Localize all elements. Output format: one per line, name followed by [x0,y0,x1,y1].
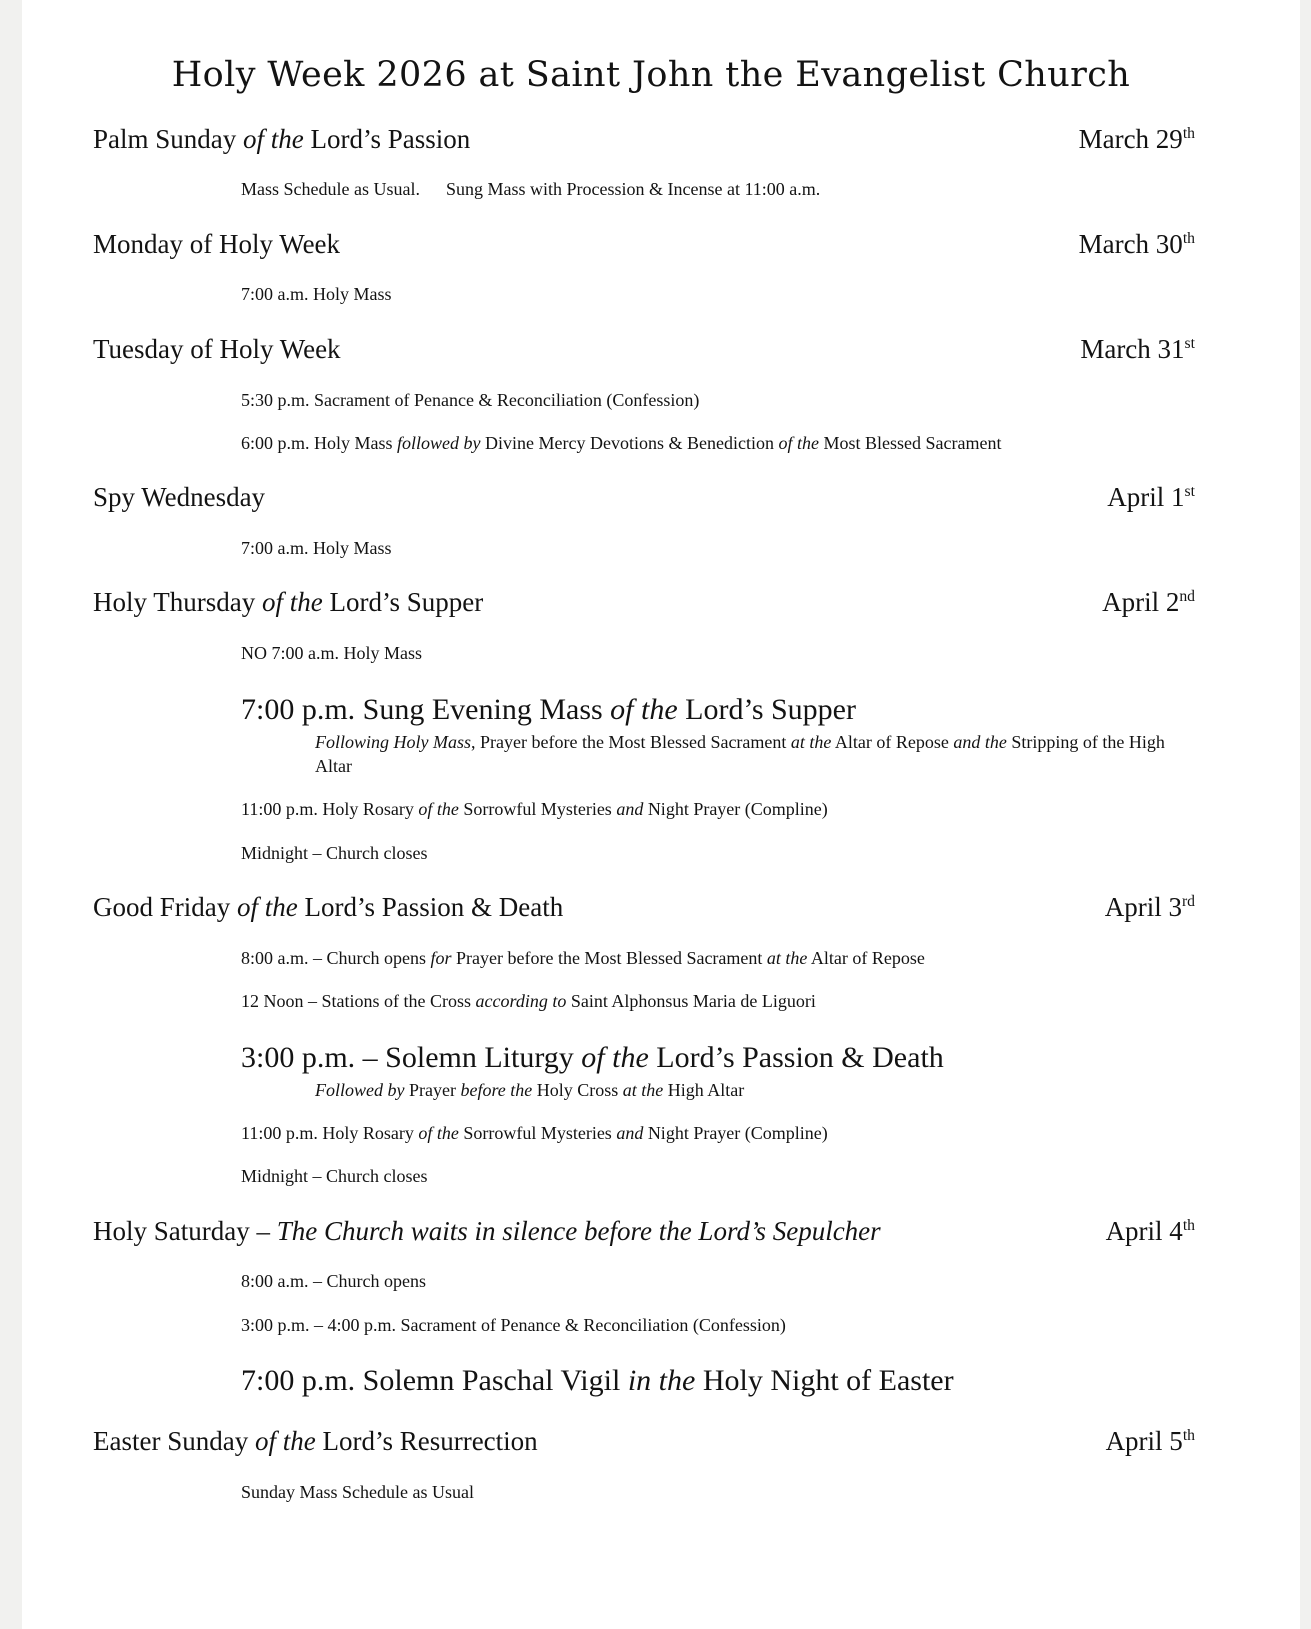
day-heading-row [93,481,1195,515]
service-detail [93,990,1195,1013]
emphasis-text: of the [418,799,459,820]
day-date-text: April 1 [1107,482,1185,513]
day-name [93,228,340,262]
text-run: Midnight – Church closes [241,1166,428,1187]
emphasis-text: before the [460,1079,533,1100]
text-run: Night Prayer (Compline) [643,1122,828,1143]
text-run: Night Prayer (Compline) [643,799,828,820]
text-run: Altar of Repose [831,731,954,752]
text-run: Saint Alphonsus Maria de Liguori [566,991,816,1012]
emphasis-text: Following Holy Mass [315,731,471,752]
day-name-text: Lord’s Passion [303,123,471,154]
text-run: Holy Night of Easter [695,1364,954,1398]
day-name [93,481,265,515]
page-gutter-right [1300,0,1311,1629]
service-detail [93,1165,1195,1188]
service-detail [93,283,1195,306]
service-detail [93,798,1195,821]
day-name-text: Holy Saturday – [93,1215,277,1246]
emphasis-text: of the [778,432,819,453]
service-detail [93,1122,1195,1145]
day-name-text: Lord’s Passion & Death [297,891,564,922]
day-name [93,123,470,157]
day-date-text: April 5 [1105,1426,1183,1457]
day-name-emphasis: of the [237,891,298,922]
day-date-text: April 3 [1104,891,1182,922]
text-run: Sunday Mass Schedule as Usual [241,1481,474,1502]
day-name-text: Monday of Holy Week [93,228,341,259]
day-block [93,891,1195,1189]
day-date [1102,586,1195,620]
text-run: 11:00 p.m. Holy Rosary [241,1122,419,1143]
service-detail [93,537,1195,560]
day-date [1106,1215,1195,1249]
text-run: 7:00 a.m. Holy Mass [241,284,392,305]
text-run: Prayer before the Most Blessed Sacrament [451,947,767,968]
emphasis-text: at the [622,1079,664,1100]
day-block [93,1425,1195,1504]
text-run: NO 7:00 a.m. Holy Mass [241,643,422,664]
service-detail [93,432,1195,455]
text-run: High Altar [663,1079,745,1100]
service-subline [93,730,1195,779]
text-run: 3:00 p.m. – Solemn Liturgy [241,1040,582,1074]
text-run: Sung Mass with Procession & Incense at 11:00 a.m. [445,179,821,200]
day-block [93,123,1195,202]
day-date-ordinal: th [1182,1427,1195,1445]
text-run: 3:00 p.m. – 4:00 p.m. Sacrament of Penance & Reconciliation (Confession) [241,1314,786,1335]
day-block [93,481,1195,560]
day-date-ordinal: th [1182,229,1195,247]
day-name [93,1425,538,1459]
text-run: 5:30 p.m. Sacrament of Penance & Reconciliation (Confession) [241,389,700,410]
emphasis-text: and the [953,731,1007,752]
service-detail [93,389,1195,412]
text-run: 7:00 p.m. Sung Evening Mass [241,692,611,726]
text-run: Lord’s Passion & Death [648,1040,944,1074]
day-date-ordinal: st [1184,483,1195,501]
day-date-ordinal: th [1182,1216,1195,1234]
day-date [1079,123,1195,157]
day-name-text: Lord’s Resurrection [315,1426,538,1457]
text-run: 7:00 a.m. Holy Mass [241,538,392,559]
text-run: , Prayer before the Most Blessed Sacrament [471,731,791,752]
service-detail [93,1314,1195,1337]
day-name-text: Spy Wednesday [93,482,266,513]
text-run: Altar of Repose [807,947,925,968]
day-heading-row [93,891,1195,925]
day-heading-row [93,228,1195,262]
emphasis-text: Followed by [315,1079,405,1100]
day-date [1107,481,1195,515]
text-run: Sorrowful Mysteries [458,1122,617,1143]
service-detail [93,1270,1195,1293]
day-name-text: Tuesday of Holy Week [93,333,341,364]
text-run: Most Blessed Sacrament [818,432,1002,453]
text-run: 8:00 a.m. – Church opens [241,1271,426,1292]
day-name-text: Palm Sunday [93,123,244,154]
emphasis-text: and [616,799,644,820]
text-run: Prayer [404,1079,461,1100]
text-run: 6:00 p.m. Holy Mass [241,432,398,453]
day-heading-row [93,123,1195,157]
day-name [93,333,341,367]
day-name-text: Lord’s Supper [322,587,484,618]
text-run: 12 Noon – Stations of the Cross [241,991,476,1012]
day-date [1105,891,1195,925]
service-detail [93,1481,1195,1504]
service-detail [93,842,1195,865]
service-headline [93,1363,1195,1399]
day-heading-row [93,586,1195,620]
day-date-text: April 4 [1105,1215,1183,1246]
day-date-ordinal: rd [1181,892,1195,910]
day-date-text: April 2 [1102,587,1180,618]
day-name-emphasis: of the [262,587,323,618]
day-date-ordinal: nd [1179,588,1195,606]
day-date-text: March 30 [1078,228,1183,259]
day-name-text: Easter Sunday [93,1426,255,1457]
day-date-ordinal: st [1184,334,1195,352]
emphasis-text: and [616,1122,644,1143]
text-run: Holy Cross [532,1079,623,1100]
emphasis-text: for [430,947,452,968]
service-subline [93,1078,1195,1102]
day-block [93,586,1195,865]
emphasis-text: of the [581,1040,649,1074]
text-run: Lord’s Supper [677,692,856,726]
day-block [93,1215,1195,1400]
text-run: Sorrowful Mysteries [458,799,617,820]
emphasis-text: of the [610,692,678,726]
service-detail [93,947,1195,970]
text-run: Divine Mercy Devotions & Benediction [480,432,779,453]
day-name-text: Holy Thursday [93,587,262,618]
day-date-text: March 31 [1080,333,1185,364]
day-heading-row [93,1215,1195,1249]
day-date-text: March 29 [1078,123,1183,154]
text-run: 11:00 p.m. Holy Rosary [241,799,419,820]
day-heading-row [93,1425,1195,1459]
text-run: Mass Schedule as Usual. [241,179,420,200]
emphasis-text: followed by [397,432,481,453]
day-block [93,333,1195,456]
day-date [1080,333,1195,367]
text-run: Midnight – Church closes [241,842,428,863]
service-detail [93,642,1195,665]
day-heading-row [93,333,1195,367]
text-run: 8:00 a.m. – Church opens [241,947,431,968]
emphasis-text: in the [627,1364,696,1398]
day-name-emphasis: The Church waits in silence before the Lord’s Sepulcher [276,1215,881,1246]
emphasis-text: of the [418,1122,459,1143]
emphasis-text: at the [790,731,832,752]
day-name-emphasis: of the [254,1426,316,1457]
service-headline [93,692,1195,728]
emphasis-text: according to [475,991,567,1012]
day-date [1106,1425,1195,1459]
day-name-text: Good Friday [93,891,237,922]
day-date-ordinal: th [1182,124,1195,142]
day-name-emphasis: of the [243,123,304,154]
holy-week-schedule [22,123,1300,1505]
day-name [93,586,483,620]
day-date [1079,228,1195,262]
day-name [93,891,563,925]
day-block [93,228,1195,307]
page-title: Holy Week 2026 at Saint John the Evangelist Church [171,55,1131,95]
text-run: Stripping of the High Altar [315,731,1165,776]
text-run: 7:00 p.m. Solemn Paschal Vigil [241,1364,628,1398]
service-headline [93,1040,1195,1076]
document-page [22,0,1300,1629]
service-detail [93,178,1195,201]
emphasis-text: at the [766,947,808,968]
day-name [93,1215,881,1249]
